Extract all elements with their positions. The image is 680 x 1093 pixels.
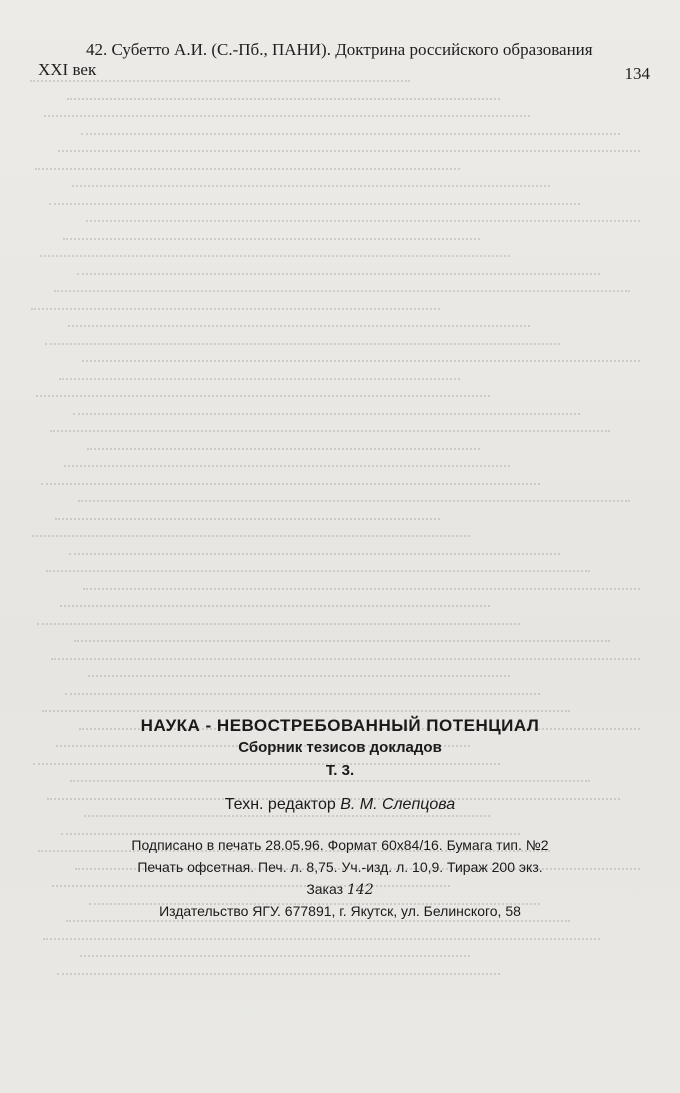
show-through-line	[51, 656, 640, 660]
show-through-line	[58, 148, 640, 152]
show-through-line	[77, 271, 600, 275]
tech-editor-label: Техн. редактор	[224, 796, 336, 813]
order-number: 142	[346, 882, 374, 898]
show-through-line	[83, 586, 640, 590]
show-through-line	[72, 183, 550, 187]
show-through-line	[86, 218, 640, 222]
show-through-line	[35, 166, 460, 170]
show-through-line	[57, 971, 500, 975]
publisher-address: Издательство ЯГУ. 677891, г. Якутск, ул. Белинского, 58	[159, 903, 521, 919]
show-through-line	[43, 936, 600, 940]
book-title: НАУКА - НЕВОСТРЕБОВАННЫЙ ПОТЕНЦИАЛ	[140, 716, 540, 735]
show-through-line	[81, 131, 620, 135]
print-details: Печать офсетная. Печ. л. 8,75. Уч.-изд. л. 10,9. Тираж 200 экз.	[137, 859, 543, 875]
order-line	[0, 881, 680, 898]
show-through-line	[60, 603, 490, 607]
show-through-line	[82, 358, 640, 362]
show-through-line	[31, 306, 440, 310]
book-subtitle: Сборник тезисов докладов	[238, 739, 442, 756]
show-through-line	[61, 831, 520, 835]
show-through-line	[73, 411, 580, 415]
toc-entry-text: 42. Субетто А.И. (С.-Пб., ПАНИ). Доктрина российского образования	[86, 40, 593, 59]
toc-entry-page: 134	[624, 64, 650, 83]
show-through-line	[63, 236, 480, 240]
show-through-line	[40, 253, 510, 257]
tech-editor-name: В. М. Слепцова	[340, 796, 456, 813]
show-through-line	[69, 551, 560, 555]
tech-editor	[0, 796, 680, 814]
show-through-line	[78, 498, 630, 502]
show-through-line	[87, 446, 480, 450]
show-through-line	[64, 463, 510, 467]
show-through-line	[88, 673, 510, 677]
show-through-line	[59, 376, 460, 380]
show-through-line	[36, 393, 490, 397]
show-through-line	[80, 953, 470, 957]
show-through-line	[55, 516, 440, 520]
show-through-line	[54, 288, 630, 292]
show-through-line	[44, 113, 530, 117]
book-volume: Т. 3.	[325, 762, 355, 779]
show-through-line	[49, 201, 580, 205]
show-through-line	[45, 341, 560, 345]
toc-entry-continuation: XXI век	[38, 60, 97, 79]
show-through-line	[41, 481, 540, 485]
show-through-line	[65, 691, 540, 695]
order-label: Заказ	[306, 881, 344, 897]
signed-for-print: Подписано в печать 28.05.96. Формат 60x84/16. Бумага тип. №2	[131, 837, 549, 853]
show-through-line	[67, 96, 500, 100]
toc-entry-42	[38, 40, 660, 83]
show-through-line	[74, 638, 610, 642]
show-through-line	[37, 621, 520, 625]
show-through-line	[32, 533, 470, 537]
show-through-line	[68, 323, 530, 327]
show-through-line	[42, 708, 570, 712]
show-through-line	[50, 428, 610, 432]
show-through-line	[46, 568, 590, 572]
